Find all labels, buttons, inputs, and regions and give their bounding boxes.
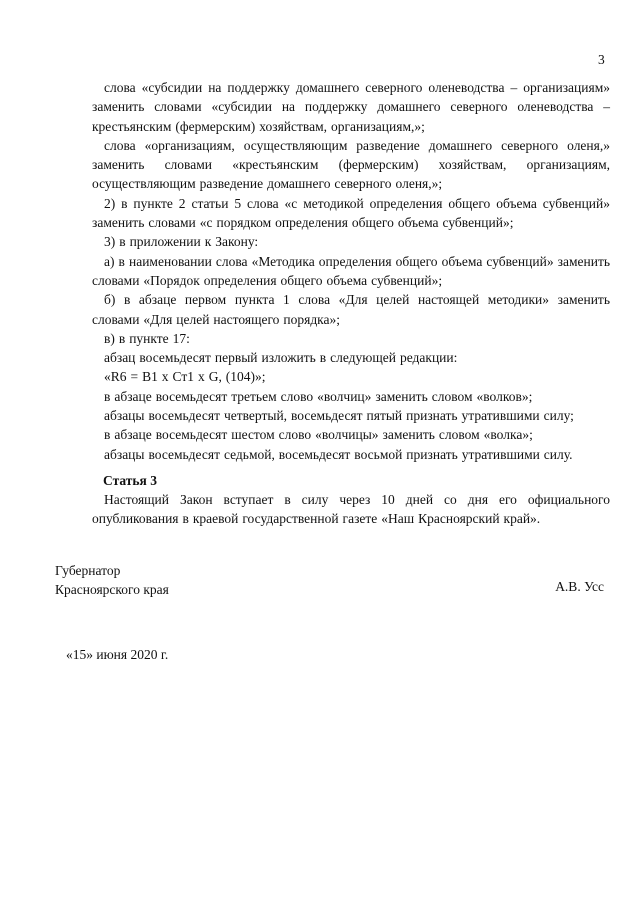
paragraph: а) в наименовании слова «Методика определения общего объема субвенций» заменить словами «Порядок определения общего объема субвенций»; [92,253,610,288]
paragraph: 3) в приложении к Закону: [104,234,259,250]
signature-title [55,561,169,600]
page-number: 3 [598,52,605,67]
paragraph: абзацы восемьдесят четвертый, восемьдесят пятый признать утратившими силу; [104,408,574,424]
article-title: Статья 3 [103,473,157,488]
paragraph: абзац восемьдесят первый изложить в следующей редакции: [104,350,458,366]
paragraph: слова «организациям, осуществляющим разведение домашнего северного оленя,» заменить словами «крестьянским (фермерским) хозяйствам, организациям, осуществляющим разведение домашнего северного оленя,»; [92,137,610,192]
paragraph: «R6 = B1 x Ст1 x G, (104)»; [104,369,266,385]
paragraph: в абзаце восемьдесят шестом слово «волчицы» заменить словом «волка»; [104,427,533,443]
article-text: Настоящий Закон вступает в силу через 10 дней со дня его официального опубликования в краевой государственной газете «Наш Красноярский край». [92,492,610,527]
article-body [92,490,610,529]
paragraph: в абзаце восемьдесят третьем слово «волчиц» заменить словом «волков»; [104,388,533,404]
document-date: «15» июня 2020 г. [66,647,169,662]
paragraph: абзацы восемьдесят седьмой, восемьдесят восьмой признать утратившими силу. [104,446,573,462]
signature-name: А.В. Усс [555,579,604,594]
document-body [92,78,610,464]
paragraph: 2) в пункте 2 статьи 5 слова «с методикой определения общего объема субвенций» заменить словами «с порядком определения общего объема субвенций»; [92,195,610,231]
paragraph: б) в абзаце первом пункта 1 слова «Для целей настоящей методики» заменить словами «Для целей настоящего порядка»; [92,292,610,327]
paragraph: в) в пункте 17: [104,330,190,346]
paragraph: слова «субсидии на поддержку домашнего северного оленеводства – организациям» заменить словами «субсидии на поддержку домашнего северного оленеводства – крестьянским (фермерским) хозяйствам, организациям,»; [92,80,610,134]
signature-title-line: Губернатор [55,563,121,578]
signature-title-line: Красноярского края [55,582,169,598]
